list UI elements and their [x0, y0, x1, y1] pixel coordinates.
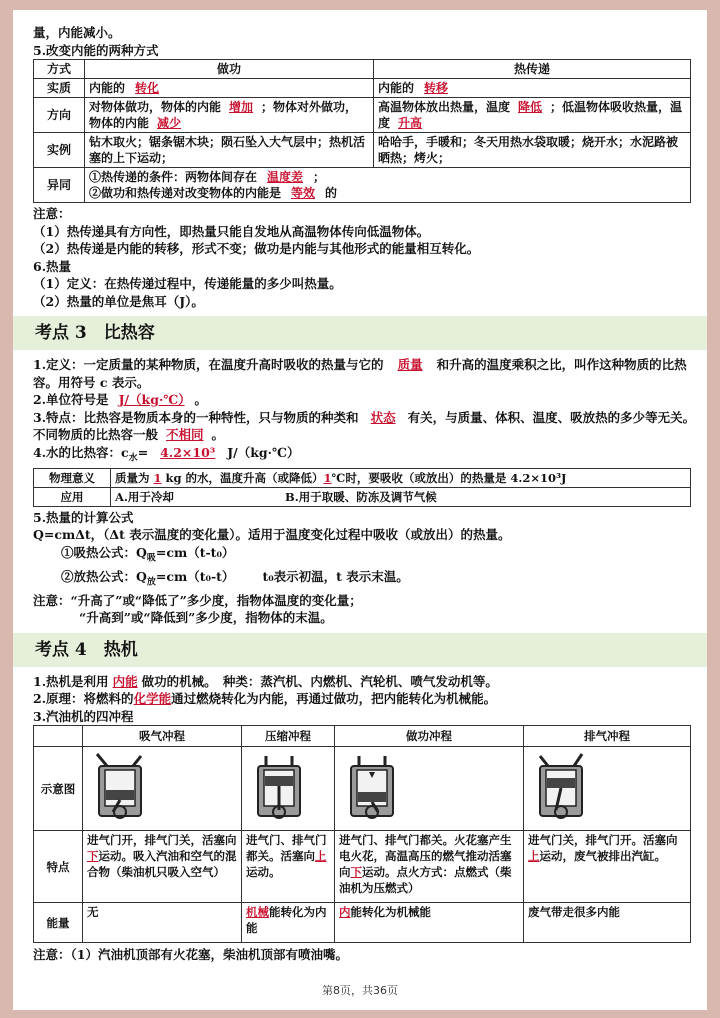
- cell-text: 进气门开，排气门关，活塞向: [87, 833, 237, 847]
- note-item: （2）热传递是内能的转移，形式不变；做功是内能与其他形式的能量相互转化。: [33, 241, 480, 256]
- row-label: 实例: [34, 133, 85, 168]
- answer-blank: 内: [339, 905, 351, 919]
- header-intake: 吸气冲程: [83, 726, 242, 747]
- text: J/（kg·℃）: [227, 444, 300, 460]
- document-page: [13, 10, 707, 1010]
- answer-blank: 上: [528, 849, 540, 863]
- specific-heat-feature: [33, 409, 702, 444]
- row-label: 方向: [34, 98, 85, 133]
- text-line: 量，内能减小。: [33, 25, 121, 40]
- row-label: 物理意义: [34, 468, 111, 487]
- specific-heat-definition: [33, 356, 691, 391]
- table-cell: [524, 747, 691, 831]
- text: 2.单位符号是: [33, 392, 109, 407]
- answer-blank: 1: [153, 470, 162, 485]
- section-heading-heat-engine: 考点 4 热机: [13, 633, 707, 667]
- cell-text: 进气门、排气门都关。火花塞产生电火花，高温高压的燃气推动活塞向: [339, 833, 512, 879]
- table-row: [34, 168, 691, 203]
- header-heat-transfer: 热传递: [374, 60, 691, 79]
- note-item: （1）热传递具有方向性，即热量只能自发地从高温物体传向低温物体。: [33, 223, 430, 239]
- text: 。: [194, 392, 208, 407]
- text: 4.水的比热容：c: [33, 444, 129, 460]
- cell-text: ；物体对外做功，物体的内能: [89, 100, 358, 130]
- table-cell: [85, 98, 374, 133]
- table-row: [34, 98, 691, 133]
- table-row: [34, 903, 691, 943]
- cell-text: kg 的水，温度升高（或降低）: [165, 470, 324, 485]
- table-cell: [111, 468, 691, 487]
- table-row: [34, 487, 691, 506]
- text: 做功的机械。 种类：蒸汽机、内燃机、汽轮机、喷气发动机等。: [141, 673, 498, 689]
- cell-text: 的: [325, 186, 338, 200]
- table-cell: [374, 98, 691, 133]
- heat-engine-principle: [33, 690, 691, 708]
- answer-blank: 上: [315, 849, 327, 863]
- answer-blank: 机械: [246, 905, 269, 919]
- answer-blank: 升高: [398, 116, 423, 130]
- table-header-row: [34, 726, 691, 747]
- heat-definition: （1）定义：在热传递过程中，传递能量的多少叫热量。: [33, 276, 342, 291]
- compression-engine-icon: [252, 752, 306, 822]
- table-cell: [335, 903, 524, 943]
- answer-blank: 状态: [370, 409, 396, 425]
- cell-text: 运动。吸入汽油和空气的混合物（柴油机只吸入空气）: [87, 849, 237, 879]
- water-heat-table: [33, 468, 691, 507]
- heading-heat-formula: 5.热量的计算公式: [33, 509, 134, 525]
- cell-text: A.用于冷却: [115, 489, 174, 504]
- change-energy-table: [33, 59, 691, 203]
- header-power: 做功冲程: [335, 726, 524, 747]
- header-compression: 压缩冲程: [242, 726, 335, 747]
- row-label: 实质: [34, 79, 85, 98]
- answer-blank: 质量: [397, 357, 423, 372]
- table-row: [34, 79, 691, 98]
- text: 1.热机是利用: [33, 673, 109, 689]
- cell-text: 能转化为内能: [246, 905, 327, 935]
- answer-blank: 温度差: [267, 170, 304, 184]
- cell-text: 内能的: [89, 81, 126, 95]
- table-cell: [83, 747, 242, 831]
- row-label: 特点: [34, 831, 83, 903]
- text: =: [137, 444, 149, 460]
- answer-blank: 转化: [135, 81, 160, 95]
- answer-blank: 转移: [424, 81, 449, 95]
- heat-formula: Q=cmΔt，（Δt 表示温度的变化量）。适用于温度变化过程中吸收（或放出）的热量。: [33, 527, 511, 542]
- cell-text: 运动。点火方式：点燃式（柴油机为压燃式）: [339, 865, 512, 895]
- text: ①吸热公式：Q: [61, 544, 147, 560]
- row-label: 异同: [34, 168, 85, 203]
- cell-text: 对物体做功，物体的内能: [89, 100, 222, 114]
- text: ②放热公式：Q: [61, 568, 147, 584]
- answer-blank: 内能: [112, 673, 138, 689]
- specific-heat-unit: [33, 391, 691, 409]
- subscript: 吸: [146, 553, 156, 563]
- text: =cm（t₀-t）: [155, 568, 235, 584]
- water-specific-heat: [33, 444, 691, 468]
- subscript: 水: [128, 453, 138, 463]
- text: =cm（t-t₀）: [155, 544, 235, 560]
- table-row: [34, 133, 691, 168]
- header-empty: [34, 726, 83, 747]
- table-row: [34, 468, 691, 487]
- cell-text: 进气门关，排气门开。活塞向: [528, 833, 678, 847]
- header-work: 做功: [85, 60, 374, 79]
- table-cell: 废气带走很多内能: [524, 903, 691, 943]
- power-engine-icon: [345, 752, 399, 822]
- text: 2.原理：将燃料的: [33, 691, 134, 706]
- table-cell: [524, 831, 691, 903]
- cell-text: ；低温物体吸收热量，温度: [378, 100, 683, 130]
- answer-blank: 不相同: [166, 427, 204, 442]
- four-stroke-table: [33, 725, 691, 943]
- text: 和升高的温度乘积之比，叫作这种物质的比热容。用符号 c 表示。: [33, 357, 687, 390]
- table-cell: [374, 79, 691, 98]
- answer-blank: 降低: [518, 100, 543, 114]
- table-cell: [242, 831, 335, 903]
- cell-text: 运动。: [246, 865, 281, 879]
- answer-blank: 下: [87, 849, 99, 863]
- cell-text: B.用于取暖、防冻及调节气候: [285, 489, 437, 504]
- text: 。: [211, 427, 225, 442]
- cell-text: 能转化为机械能: [350, 905, 431, 919]
- answer-blank: J/（kg·℃）: [118, 392, 185, 407]
- heat-unit: （2）热量的单位是焦耳（J）。: [33, 293, 204, 309]
- cell-text: ；: [313, 170, 326, 184]
- section-heading-specific-heat: 考点 3 比热容: [13, 316, 707, 350]
- note-title: 注意：: [33, 206, 71, 221]
- table-cell: 钻木取火；锯条锯木块；陨石坠入大气层中；热机活塞的上下运动；: [85, 133, 374, 168]
- row-label: 能量: [34, 903, 83, 943]
- text: t₀表示初温，t 表示末温。: [262, 568, 409, 584]
- cell-text: 高温物体放出热量，温度: [378, 100, 511, 114]
- row-label: 应用: [34, 487, 111, 506]
- answer-blank: 下: [350, 865, 362, 879]
- answer-blank: 化学能: [133, 691, 172, 706]
- heading-four-strokes: 3.汽油机的四冲程: [33, 708, 134, 724]
- intake-engine-icon: [93, 752, 147, 822]
- table-cell: [111, 487, 691, 506]
- table-cell: 哈哈手，手暖和；冬天用热水袋取暖；烧开水；水泥路被晒热；烤火；: [374, 133, 691, 168]
- answer-blank: 等效: [291, 186, 316, 200]
- cell-text: ℃时，要吸收（或放出）的热量是 4.2×10³J: [331, 470, 567, 485]
- table-cell: [85, 168, 691, 203]
- answer-blank: 增加: [229, 100, 254, 114]
- exhaust-engine-icon: [534, 752, 588, 822]
- text: 有关，与质量、体积、温度、吸放热的多少等无关。 不同物质的比热容一般: [33, 409, 702, 442]
- text: 1.定义：一定质量的某种物质，在温度升高时吸收的热量与它的: [33, 357, 384, 372]
- heading-heat: 6.热量: [33, 258, 72, 274]
- table-cell: [242, 903, 335, 943]
- heat-engine-definition: [33, 673, 691, 691]
- note-item: “升高到”或“降低到”多少度，指物体的末温。: [79, 610, 333, 625]
- cell-text: 进气门、排气门都关。活塞向: [246, 833, 327, 863]
- table-row: [34, 831, 691, 903]
- note-item: 注意：“升高了”或“降低了”多少度，指物体温度的变化量；: [33, 592, 362, 608]
- header-exhaust: 排气冲程: [524, 726, 691, 747]
- page-content: [33, 24, 702, 964]
- text: 通过燃烧转化为内能，再通过做功，把内能转化为机械能。: [171, 691, 497, 706]
- page-number: 第8页，共36页: [322, 984, 398, 997]
- table-cell: [335, 831, 524, 903]
- table-header-row: [34, 60, 691, 79]
- table-cell: [85, 79, 374, 98]
- cell-text: 质量为: [115, 470, 150, 485]
- header-method: 方式: [34, 60, 85, 79]
- row-label: 示意图: [34, 747, 83, 831]
- subscript: 放: [146, 577, 156, 587]
- table-row: [34, 747, 691, 831]
- table-cell: [83, 831, 242, 903]
- answer-blank: 1: [323, 470, 332, 485]
- cell-text: 内能的: [378, 81, 415, 95]
- text: 3.特点：比热容是物质本身的一种特性，只与物质的种类和: [33, 409, 359, 425]
- cell-text: 运动，废气被排出汽缸。: [539, 849, 666, 863]
- final-note: 注意：（1）汽油机顶部有火花塞，柴油机顶部有喷油嘴。: [33, 947, 348, 962]
- release-formula: [33, 568, 691, 592]
- answer-blank: 4.2×10³: [160, 444, 216, 460]
- cell-text: ②做功和热传递对改变物体的内能是: [89, 186, 282, 200]
- absorb-formula: [33, 544, 691, 568]
- cell-text: ①热传递的条件：两物体间存在: [89, 170, 258, 184]
- table-cell: [335, 747, 524, 831]
- heading-change-internal-energy: 5.改变内能的两种方式: [33, 42, 159, 58]
- table-cell: 无: [83, 903, 242, 943]
- answer-blank: 减少: [157, 116, 182, 130]
- table-cell: [242, 747, 335, 831]
